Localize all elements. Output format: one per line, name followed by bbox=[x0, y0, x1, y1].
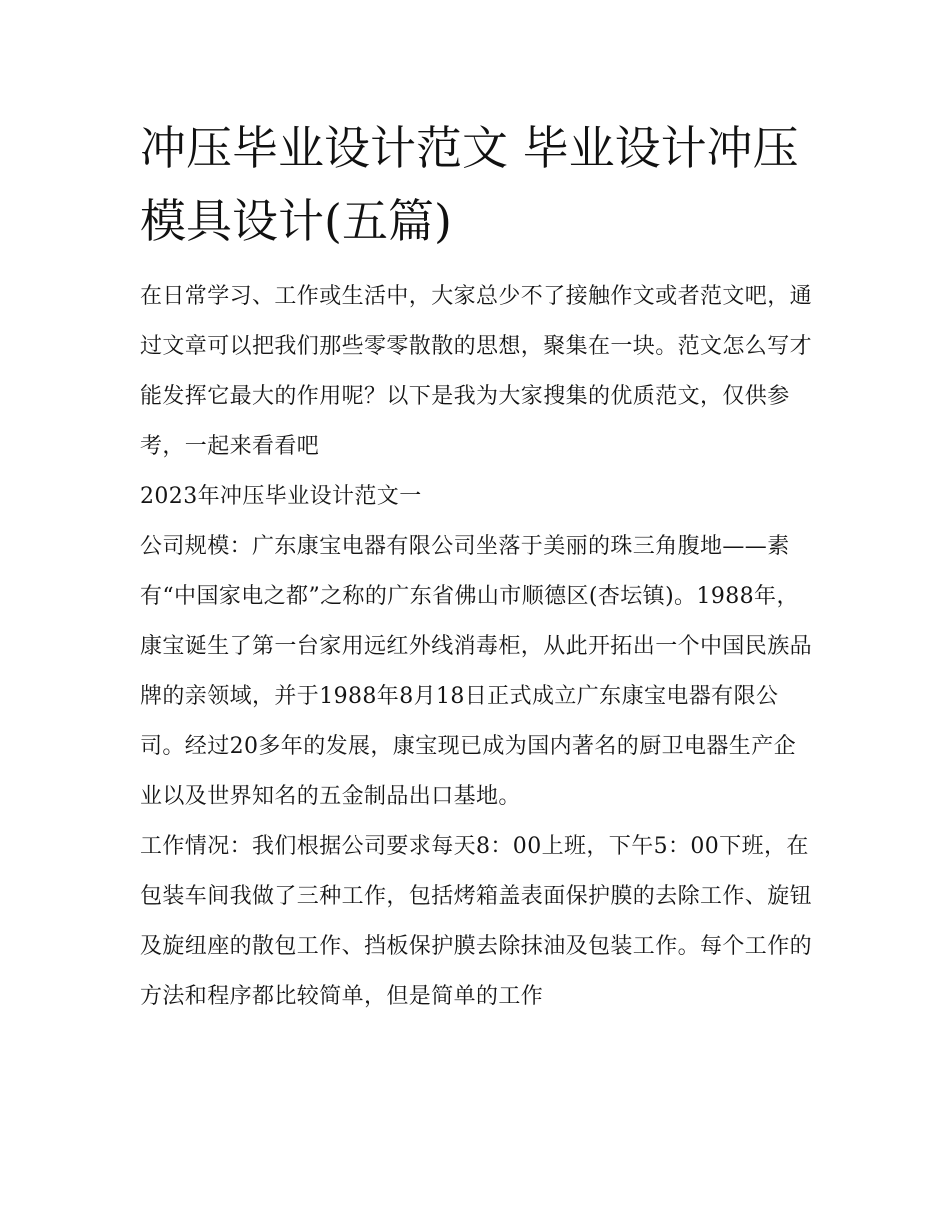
work-situation-paragraph: 工作情况：我们根据公司要求每天8：00上班，下午5：00下班，在包装车间我做了三种工作，包括烤箱盖表面保护膜的去除工作、旋钮及旋纽座的散包工作、挡板保护膜去除抹油及包装工作。每个工作的方法和程序都比较简单，但是简单的工作 bbox=[140, 834, 813, 1009]
section-heading: 2023年冲压毕业设计范文一 bbox=[140, 484, 422, 509]
document-body bbox=[140, 112, 812, 1022]
document-title: 冲压毕业设计范文 毕业设计冲压模具设计(五篇) bbox=[140, 121, 799, 248]
company-scale-paragraph: 公司规模：广东康宝电器有限公司坐落于美丽的珠三角腹地——素有“中国家电之都”之称的广东省佛山市顺德区(杏坛镇)。1988年，康宝诞生了第一台家用远红外线消毒柜，从此开拓出一个中国民族品牌的亲领域，并于1988年8月18日正式成立广东康宝电器有限公司。经过20多年的发展，康宝现已成为国内著名的厨卫电器生产企业以及世界知名的五金制品出口基地。 bbox=[140, 534, 813, 809]
intro-paragraph: 在日常学习、工作或生活中，大家总少不了接触作文或者范文吧，通过文章可以把我们那些零零散散的思想，聚集在一块。范文怎么写才能发挥它最大的作用呢？以下是我为大家搜集的优质范文，仅供参考，一起来看看吧 bbox=[140, 284, 813, 459]
